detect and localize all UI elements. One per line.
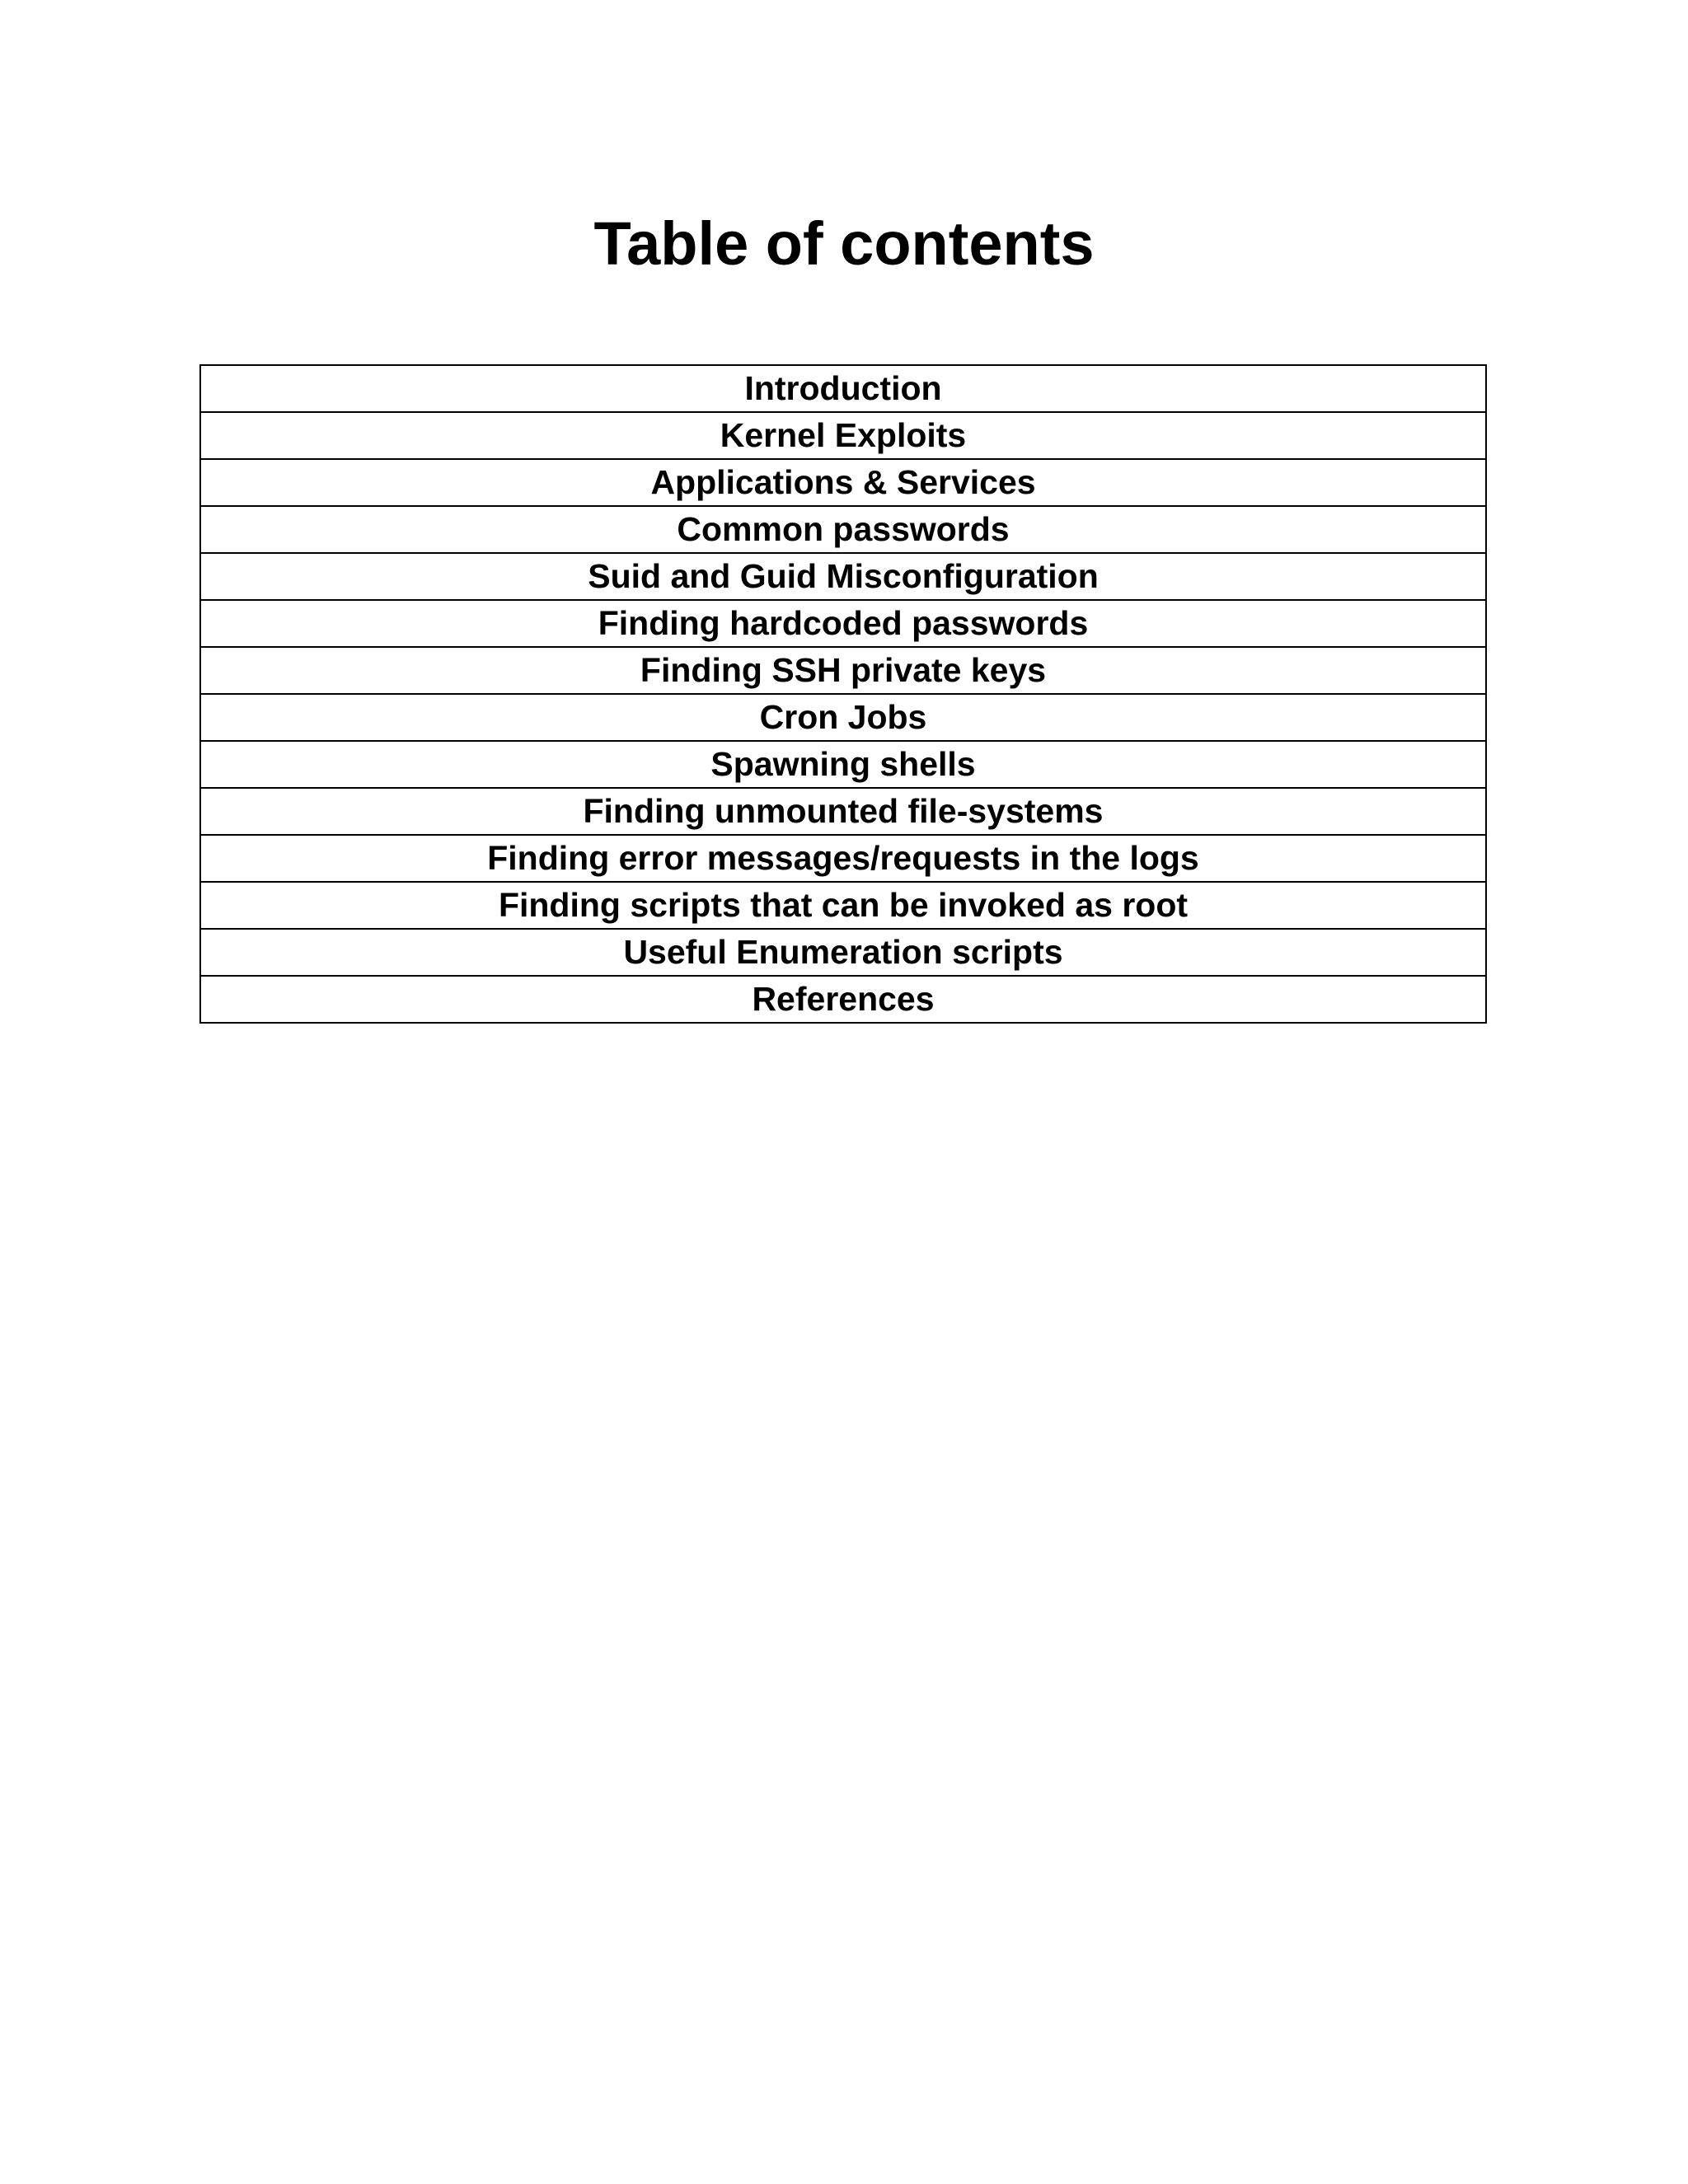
toc-row bbox=[200, 882, 1486, 929]
toc-entry: Common passwords bbox=[200, 506, 1486, 553]
toc-entry: Kernel Exploits bbox=[200, 412, 1486, 459]
toc-row bbox=[200, 600, 1486, 647]
toc-entry: References bbox=[200, 976, 1486, 1023]
toc-entry: Finding error messages/requests in the logs bbox=[200, 835, 1486, 882]
page-title: Table of contents bbox=[593, 209, 1095, 278]
toc-row bbox=[200, 929, 1486, 976]
toc-row bbox=[200, 694, 1486, 741]
toc-entry: Spawning shells bbox=[200, 741, 1486, 788]
toc-row bbox=[200, 365, 1486, 412]
toc-row bbox=[200, 553, 1486, 600]
toc-row bbox=[200, 506, 1486, 553]
toc-entry: Finding hardcoded passwords bbox=[200, 600, 1486, 647]
toc-row bbox=[200, 788, 1486, 835]
toc-row bbox=[200, 835, 1486, 882]
toc-entry: Suid and Guid Misconfiguration bbox=[200, 553, 1486, 600]
toc-entry: Finding unmounted file-systems bbox=[200, 788, 1486, 835]
toc-row bbox=[200, 741, 1486, 788]
toc-entry: Finding SSH private keys bbox=[200, 647, 1486, 694]
toc-entry: Cron Jobs bbox=[200, 694, 1486, 741]
toc-row bbox=[200, 459, 1486, 506]
toc-row bbox=[200, 412, 1486, 459]
toc-row bbox=[200, 647, 1486, 694]
toc-entry: Applications & Services bbox=[200, 459, 1486, 506]
toc-row bbox=[200, 976, 1486, 1023]
toc-entry: Finding scripts that can be invoked as root bbox=[200, 882, 1486, 929]
toc-entry: Introduction bbox=[200, 365, 1486, 412]
toc-table bbox=[199, 364, 1487, 1024]
toc-entry: Useful Enumeration scripts bbox=[200, 929, 1486, 976]
